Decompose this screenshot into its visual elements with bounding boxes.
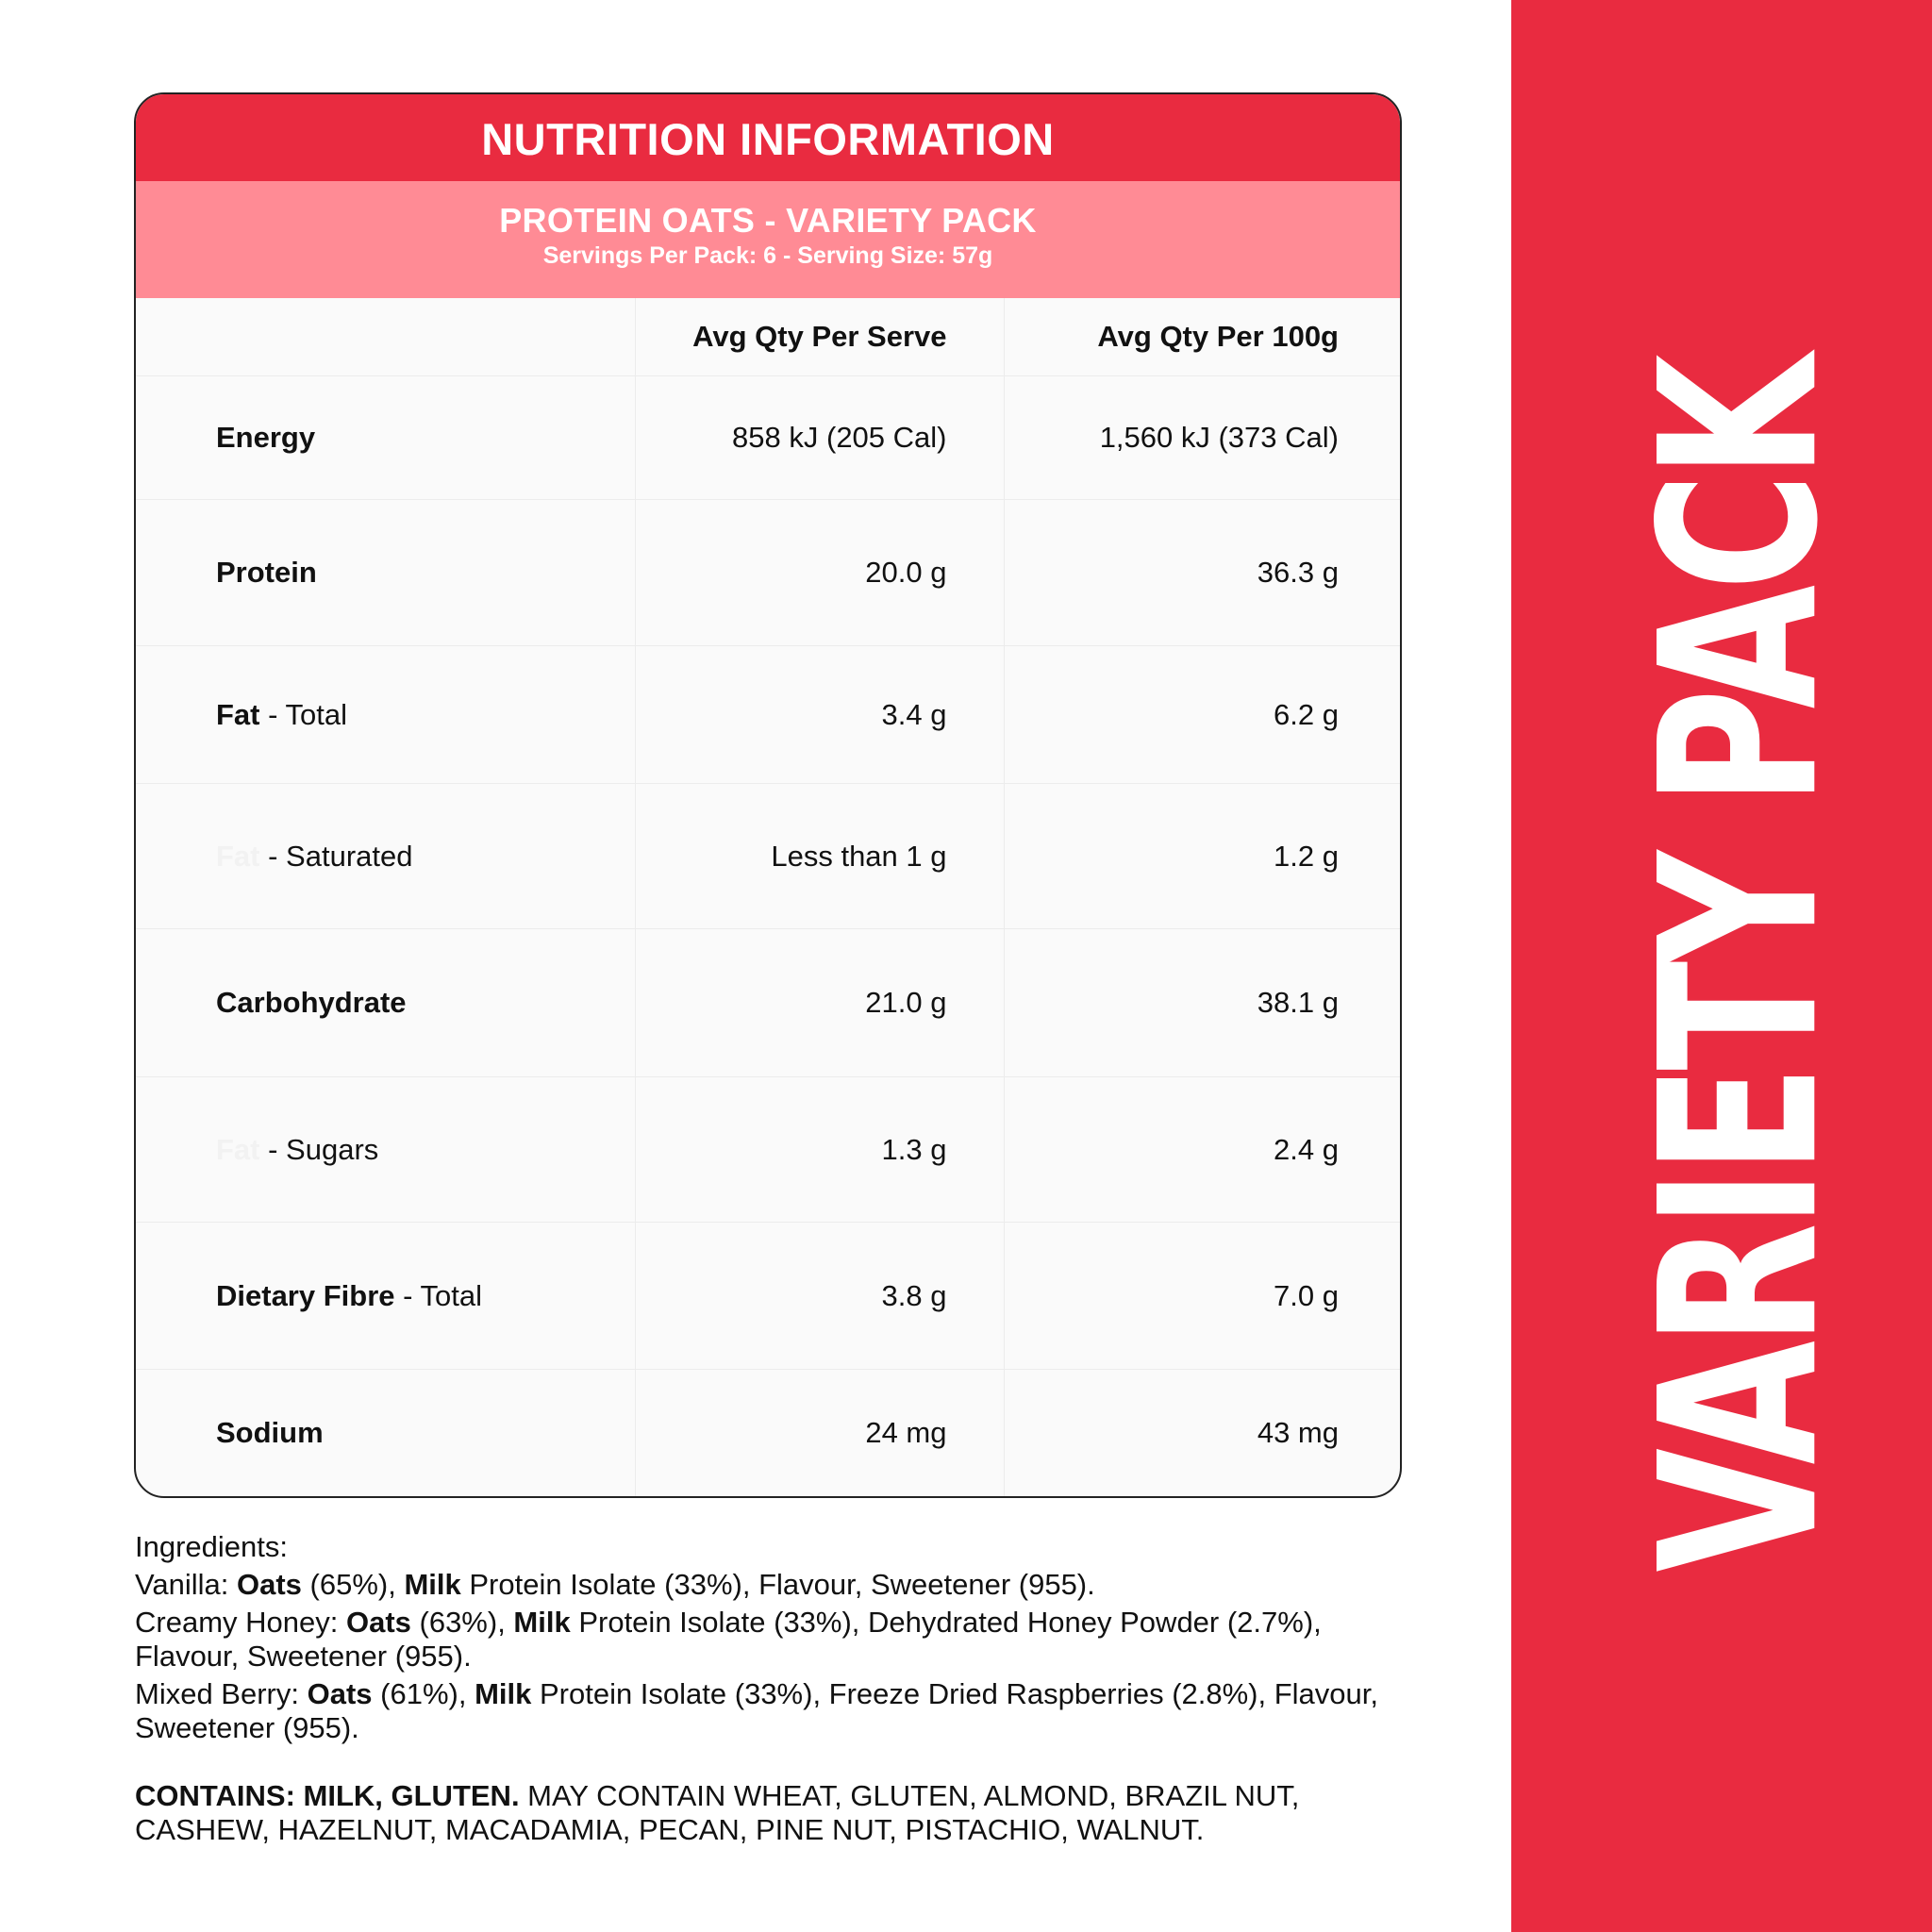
ingredient-text: (65%), [301,1568,405,1601]
header-per-serve: Avg Qty Per Serve [635,298,1004,376]
nutrient-suffix: - Total [394,1278,482,1312]
value-per-serve: 3.8 g [635,1223,1004,1370]
ingredients-section [135,1530,1418,1851]
flavour-label: Vanilla: [135,1568,237,1601]
header-per-100g: Avg Qty Per 100g [1004,298,1400,376]
value-per-100g: 36.3 g [1004,500,1400,646]
ingredient-text: Protein Isolate (33%), Flavour, Sweetener (955). [460,1568,1095,1601]
table-row [136,1370,1400,1496]
nutrition-table [136,298,1400,1496]
value-per-100g: 2.4 g [1004,1077,1400,1223]
value-per-serve: Less than 1 g [635,784,1004,929]
row-label [136,376,635,500]
side-label: VARIETY PACK [1614,359,1867,1573]
row-label [136,929,635,1077]
allergen-oats: Oats [345,1606,411,1639]
ingredient-text: (61%), [372,1677,475,1710]
row-label [136,646,635,784]
table-row [136,1077,1400,1223]
allergen-oats: Oats [237,1568,302,1601]
panel-subheader [136,181,1400,298]
nutrient-name: Dietary Fibre [216,1278,395,1312]
value-per-100g: 1,560 kJ (373 Cal) [1004,376,1400,500]
nutrient-name: Carbohydrate [216,986,407,1019]
table-row [136,376,1400,500]
row-label [136,1223,635,1370]
flavour-label: Mixed Berry: [135,1677,308,1710]
nutrient-name: Sodium [216,1415,324,1449]
allergen-milk: Milk [513,1606,571,1639]
table-row [136,784,1400,929]
ingredients-honey [135,1606,1418,1674]
ingredient-text: Protein Isolate (33%), Freeze Dried Raspberries (2.8%), Flavour, Sweetener (955). [135,1677,1378,1744]
ingredients-vanilla [135,1568,1418,1602]
table-row [136,1223,1400,1370]
contains-bold: CONTAINS: MILK, GLUTEN. [135,1779,520,1812]
value-per-serve: 3.4 g [635,646,1004,784]
value-per-serve: 858 kJ (205 Cal) [635,376,1004,500]
row-label [136,784,635,929]
row-label [136,1077,635,1223]
ingredient-text: Protein Isolate (33%), Dehydrated Honey Powder (2.7%), Flavour, Sweetener (955). [135,1606,1322,1673]
value-per-serve: 21.0 g [635,929,1004,1077]
nutrient-name-ghost: Fat [216,839,260,873]
allergen-milk: Milk [475,1677,532,1710]
product-name: PROTEIN OATS - VARIETY PACK [499,201,1037,240]
ingredient-text: (63%), [410,1606,514,1639]
value-per-serve: 24 mg [635,1370,1004,1496]
value-per-serve: 20.0 g [635,500,1004,646]
nutrition-panel [134,92,1402,1498]
ingredients-berry [135,1677,1418,1745]
ingredients-heading: Ingredients: [135,1530,288,1563]
row-label [136,1370,635,1496]
table-row [136,929,1400,1077]
table-row [136,500,1400,646]
allergen-statement [135,1779,1418,1847]
nutrient-suffix: - Sugars [259,1132,379,1166]
value-per-100g: 7.0 g [1004,1223,1400,1370]
allergen-milk: Milk [404,1568,461,1601]
row-label [136,500,635,646]
value-per-100g: 1.2 g [1004,784,1400,929]
nutrient-suffix: - Total [259,697,347,731]
value-per-100g: 6.2 g [1004,646,1400,784]
header-blank [136,298,635,376]
table-header-row [136,298,1400,376]
nutrient-name: Energy [216,421,316,454]
allergen-oats: Oats [307,1677,373,1710]
value-per-100g: 43 mg [1004,1370,1400,1496]
nutrient-name: Fat [216,697,260,731]
table-row [136,646,1400,784]
value-per-100g: 38.1 g [1004,929,1400,1077]
flavour-label: Creamy Honey: [135,1606,346,1639]
contains-rest: MAY CONTAIN WHEAT, GLUTEN, ALMOND, BRAZIL NUT, CASHEW, HAZELNUT, MACADAMIA, PECAN, PINE NUT, PISTACHIO, WALNUT. [135,1779,1300,1846]
nutrient-name: Protein [216,556,317,589]
servings-info: Servings Per Pack: 6 - Serving Size: 57g [542,242,993,269]
nutrient-name-ghost: Fat [216,1132,260,1166]
panel-title: NUTRITION INFORMATION [136,94,1400,181]
nutrient-suffix: - Saturated [259,839,413,873]
value-per-serve: 1.3 g [635,1077,1004,1223]
